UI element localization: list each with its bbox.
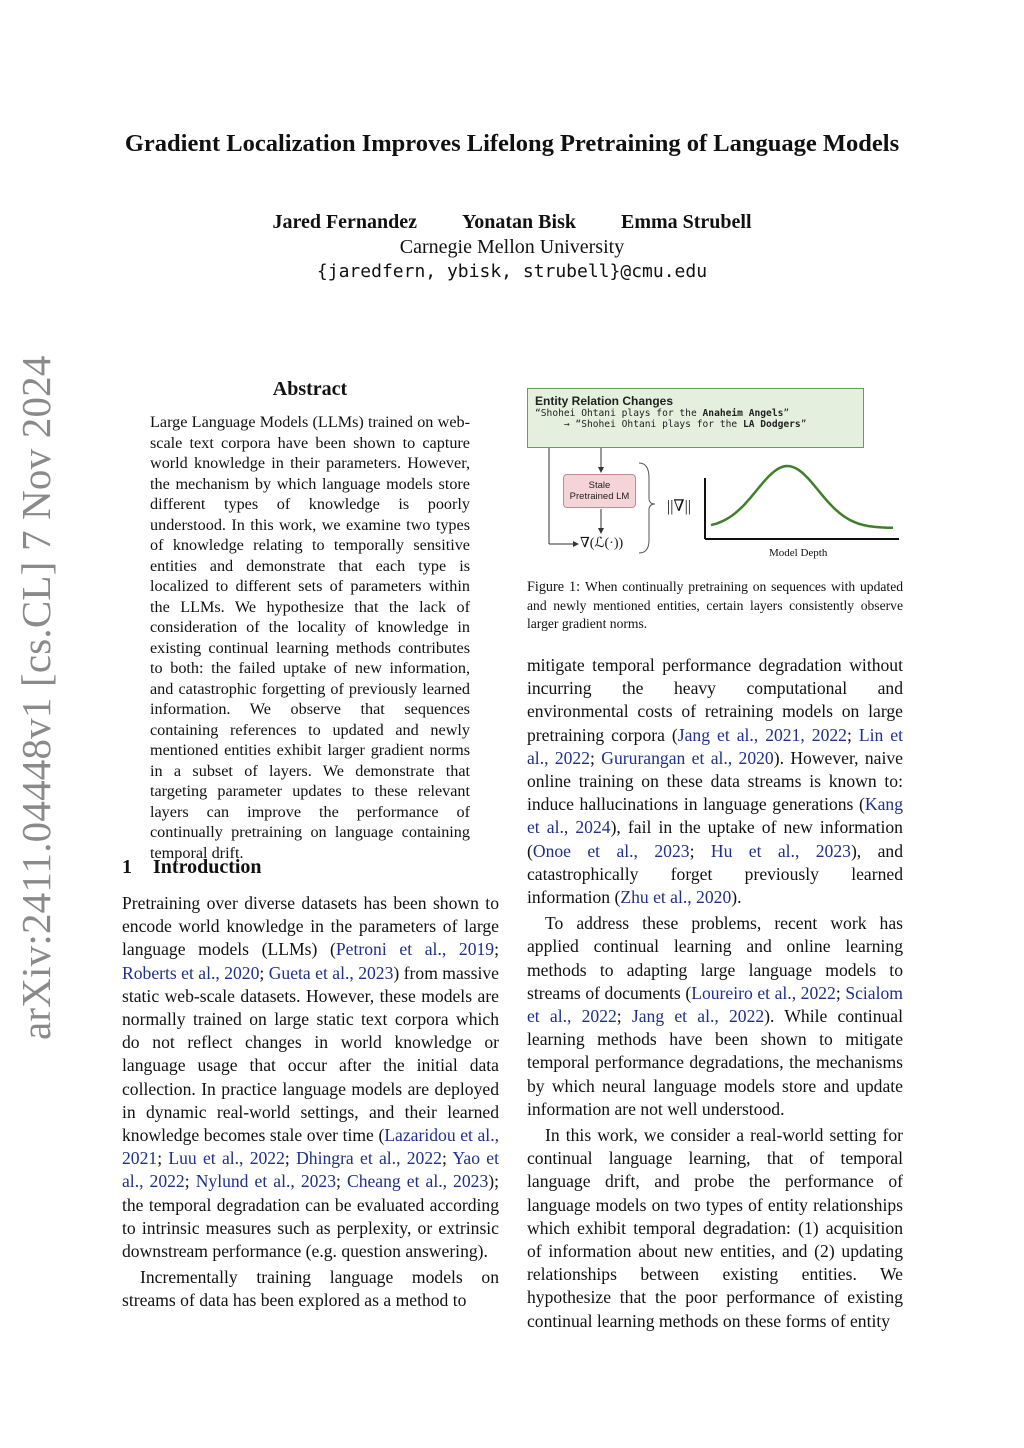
citation-link[interactable]: Cheang et al., 2023 bbox=[346, 1171, 489, 1192]
citation-link[interactable]: Kang et al., 2024 bbox=[527, 794, 903, 838]
figure-caption bbox=[527, 578, 903, 634]
citation-link[interactable]: Roberts et al., 2020 bbox=[122, 962, 260, 983]
citation-link[interactable]: Jang et al., 2022 bbox=[631, 1006, 765, 1027]
author-emails: {jaredfern, ybisk, strubell}@cmu.edu bbox=[316, 261, 708, 282]
citation-link[interactable]: Gururangan et al., 2020 bbox=[601, 747, 774, 768]
x-axis-label: Model Depth bbox=[769, 547, 828, 559]
paragraph: To address these problems, recent work has applied continual learning and online learning methods to adapting large language models to streams of documents (Loureiro et al., 2022; Scialom et al., 2022; Jang et al., 2022). While continual learning methods have been shown to mitigate temporal performance degradations, the mechanisms by which neural language models store and update information are not well understood. bbox=[527, 913, 903, 1119]
figure-1 bbox=[527, 388, 907, 568]
citation-link[interactable]: Zhu et al., 2020 bbox=[620, 887, 732, 908]
citation-link[interactable]: Hu et al., 2023 bbox=[710, 840, 851, 861]
citation-link[interactable]: Lin et al., 2022 bbox=[527, 724, 903, 768]
example-sentence-new: → “Shohei Ohtani plays for the LA Dodgers” bbox=[535, 419, 807, 430]
author-name: Yonatan Bisk bbox=[462, 211, 576, 233]
citation-link[interactable]: Petroni et al., 2019 bbox=[335, 939, 495, 960]
paper-title: Gradient Localization Improves Lifelong Pretraining of Language Models bbox=[124, 130, 900, 157]
citation-link[interactable]: Yao et al., 2022 bbox=[122, 1148, 499, 1192]
citation-link[interactable]: Luu et al., 2022 bbox=[168, 1148, 285, 1169]
arxiv-identifier: arXiv:2411.04448v1 [cs.CL] 7 Nov 2024 bbox=[13, 355, 59, 1040]
abstract-heading: Abstract bbox=[272, 378, 348, 400]
figure-box-title: Entity Relation Changes bbox=[535, 394, 674, 408]
stale-pretrained-lm-box: Stale Pretrained LM bbox=[563, 474, 636, 508]
gradient-label: ∇(ℒ(·)) bbox=[580, 536, 624, 551]
citation-link[interactable]: Gueta et al., 2023 bbox=[268, 962, 394, 983]
affiliation: Carnegie Mellon University bbox=[399, 236, 625, 258]
paragraph: Pretraining over diverse datasets has been shown to encode world knowledge in the parameters of large language models (LLMs) (Petroni et al., 2019; Roberts et al., 2020; Gueta et al., 2023) from massive static web-scale datasets. However, these models are normally trained on large static text corpora which do not reflect changes in world knowledge or language usage that occur after the initial data collection. In practice language models are deployed in dynamic real-world settings, and their learned knowledge becomes stale over time (Lazaridou et al., 2021; Luu et al., 2022; Dhingra et al., 2022; Yao et al., 2022; Nylund et al., 2023; Cheang et al., 2023); the temporal degradation can be evaluated according to intrinsic measures such as perplexity, or extrinsic downstream performance (e.g. question answering). bbox=[122, 893, 499, 1262]
example-sentence-old: “Shohei Ohtani plays for the Anaheim Angels” bbox=[535, 408, 790, 419]
author-name: Emma Strubell bbox=[620, 211, 752, 233]
citation-link[interactable]: Loureiro et al., 2022 bbox=[691, 982, 836, 1003]
paragraph: Incrementally training language models on streams of data has been explored as a method to bbox=[122, 1267, 499, 1311]
citation-link[interactable]: Jang et al., 2021, 2022 bbox=[677, 724, 847, 745]
section-heading-introduction bbox=[122, 856, 262, 879]
gradient-norm-label: ||∇|| bbox=[667, 498, 691, 515]
author-name: Jared Fernandez bbox=[272, 211, 418, 233]
right-column-body bbox=[527, 654, 903, 1333]
author-list bbox=[0, 211, 1024, 234]
section-number: 1 bbox=[122, 856, 132, 878]
brace bbox=[639, 463, 655, 553]
left-column-body bbox=[122, 892, 499, 1313]
citation-link[interactable]: Lazaridou et al., 2021 bbox=[122, 1125, 499, 1169]
gradient-norm-curve bbox=[711, 466, 893, 528]
paragraph: mitigate temporal performance degradation without incurring the heavy computational and environmental costs of retraining models on large pretraining corpora (Jang et al., 2021, 2022; Lin et al., 2022; Gururangan et al., 2020). However, naive online training on these data streams is known to: induce hallucinations in language generations (Kang et al., 2024), fail in the uptake of new information (Onoe et al., 2023; Hu et al., 2023), and catastrophically forget previously learned information (Zhu et al., 2020). bbox=[527, 655, 904, 908]
citation-link[interactable]: Onoe et al., 2023 bbox=[532, 840, 690, 861]
section-title: Introduction bbox=[153, 856, 262, 878]
caption-text: When continually pretraining on sequences with updated and newly mentioned entities, certain layers consistently observe larger gradient norms. bbox=[527, 579, 904, 631]
citation-link[interactable]: Dhingra et al., 2022 bbox=[296, 1148, 442, 1169]
citation-link[interactable]: Scialom et al., 2022 bbox=[527, 982, 903, 1027]
caption-label: Figure 1: bbox=[527, 579, 581, 595]
abstract-text: Large Language Models (LLMs) trained on web-scale text corpora have been shown to capture world knowledge in their parameters. However, the mechanism by which language models store different types of knowledge is poorly understood. In this work, we examine two types of knowledge relating to temporally sensitive entities and demonstrate that each type is localized to different sets of parameters within the LLMs. We hypothesize that the lack of consideration of the locality of knowledge in existing continual learning methods contributes to both: the failed uptake of new information, and catastrophic forgetting of previously learned information. We observe that sequences containing references to updated and newly mentioned entities exhibit larger gradient norms in a subset of layers. We demonstrate that targeting parameter updates to these relevant layers can improve the performance of continually pretraining on language containing temporal drift. bbox=[150, 413, 470, 862]
paragraph: In this work, we consider a real-world setting for continual language learning, that of temporal language drift, and probe the performance of language models on two types of entity relationships which exhibit temporal degradation: (1) acquisition of information about new entities, and (2) updating relationships between existing entities. We hypothesize that the poor performance of existing continual learning methods on these forms of entity bbox=[527, 1125, 903, 1331]
citation-link[interactable]: Nylund et al., 2023 bbox=[195, 1171, 337, 1192]
